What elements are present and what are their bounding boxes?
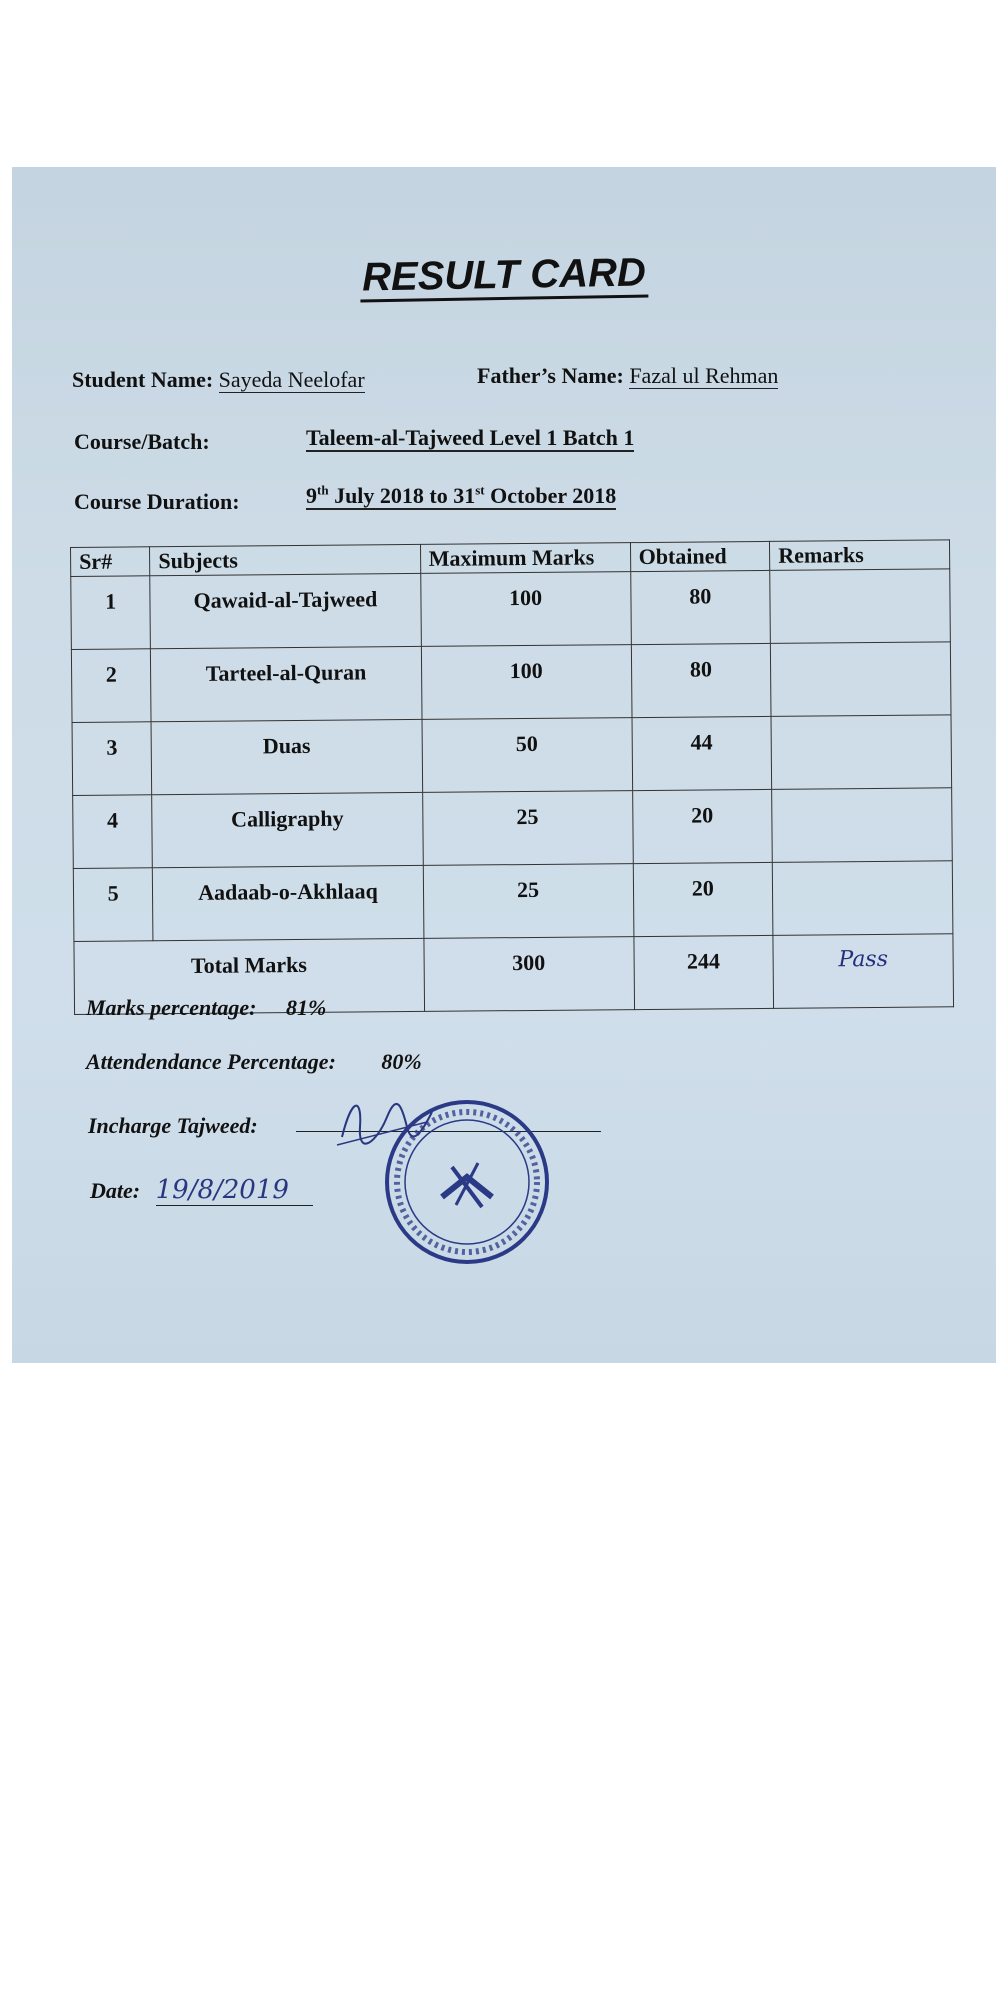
- incharge-label: Incharge Tajweed:: [88, 1113, 258, 1138]
- date-row: [90, 1175, 313, 1205]
- table-row: [72, 715, 952, 796]
- header-subjects: Subjects: [150, 544, 420, 575]
- cell-max: 25: [422, 791, 633, 866]
- student-name-row: [72, 367, 365, 393]
- course-duration-row: [74, 489, 240, 515]
- cell-remarks: [771, 715, 951, 790]
- document-title: RESULT CARD: [12, 244, 996, 306]
- marks-percentage-row: [86, 995, 326, 1021]
- date-label: Date:: [90, 1178, 141, 1203]
- cell-remarks: [772, 861, 952, 936]
- marks-table: [70, 539, 954, 1015]
- duration-end-sup: st: [475, 483, 485, 498]
- circular-seal-icon: [382, 1097, 552, 1267]
- cell-obtained: 20: [632, 789, 772, 863]
- student-name-label: Student Name:: [72, 367, 214, 392]
- cell-subject: Duas: [151, 719, 422, 794]
- date-value-handwritten: 19/8/2019: [156, 1175, 313, 1206]
- table-row: [71, 569, 951, 650]
- header-remarks: Remarks: [770, 540, 950, 571]
- father-name-row: [477, 363, 778, 389]
- duration-value: [306, 483, 616, 509]
- duration-label: Course Duration:: [74, 489, 240, 514]
- father-name-value: Fazal ul Rehman: [629, 363, 779, 388]
- course-value: Taleem-al-Tajweed Level 1 Batch 1: [306, 425, 635, 450]
- cell-sr: 3: [72, 722, 152, 796]
- cell-sr: 5: [73, 868, 153, 942]
- cell-remarks: [771, 642, 951, 717]
- marks-percentage-label: Marks percentage:: [86, 995, 257, 1020]
- total-label: Total Marks: [74, 938, 424, 1014]
- incharge-row: [88, 1113, 258, 1139]
- marks-percentage-value: 81%: [285, 995, 327, 1020]
- duration-text: [306, 483, 616, 510]
- cell-subject: Aadaab-o-Akhlaaq: [153, 865, 424, 940]
- attendance-value: 80%: [381, 1049, 422, 1074]
- cell-max: 25: [423, 864, 634, 939]
- header-sr: Sr#: [71, 547, 151, 577]
- attendance-row: [86, 1049, 422, 1075]
- header-obtained: Obtained: [630, 541, 770, 571]
- cell-sr: 1: [71, 576, 151, 650]
- duration-middle: July 2018 to 31: [328, 483, 476, 509]
- cell-remarks: [770, 569, 950, 644]
- course-label: Course/Batch:: [74, 429, 210, 454]
- total-obtained: 244: [633, 935, 773, 1009]
- course-value-wrap: [306, 425, 634, 451]
- table-row: [73, 861, 953, 942]
- cell-subject: Qawaid-al-Tajweed: [150, 573, 421, 648]
- header-max-marks: Maximum Marks: [420, 543, 630, 574]
- cell-max: 50: [422, 718, 633, 793]
- duration-start-day: 9: [306, 483, 317, 509]
- duration-end: October 2018: [484, 483, 617, 509]
- course-batch-row: [74, 429, 210, 455]
- table-row: [71, 642, 951, 723]
- father-name-label: Father’s Name:: [477, 363, 624, 388]
- table-row: [73, 788, 953, 869]
- cell-sr: 4: [73, 795, 153, 869]
- cell-subject: Tarteel-al-Quran: [151, 646, 422, 721]
- cell-obtained: 80: [631, 643, 771, 717]
- cell-obtained: 80: [630, 570, 770, 644]
- cell-max: 100: [420, 572, 631, 647]
- attendance-label: Attendendance Percentage:: [86, 1049, 336, 1074]
- cell-obtained: 20: [633, 862, 773, 936]
- cell-subject: Calligraphy: [152, 792, 423, 867]
- total-max: 300: [424, 937, 635, 1012]
- result-card-photo: [12, 167, 996, 1363]
- student-name-value: Sayeda Neelofar: [218, 367, 365, 392]
- total-remarks-handwritten: Pass: [773, 934, 953, 1009]
- cell-max: 100: [421, 645, 632, 720]
- cell-remarks: [772, 788, 952, 863]
- cell-obtained: 44: [632, 716, 772, 790]
- duration-start-sup: th: [317, 483, 329, 498]
- cell-sr: 2: [71, 649, 151, 723]
